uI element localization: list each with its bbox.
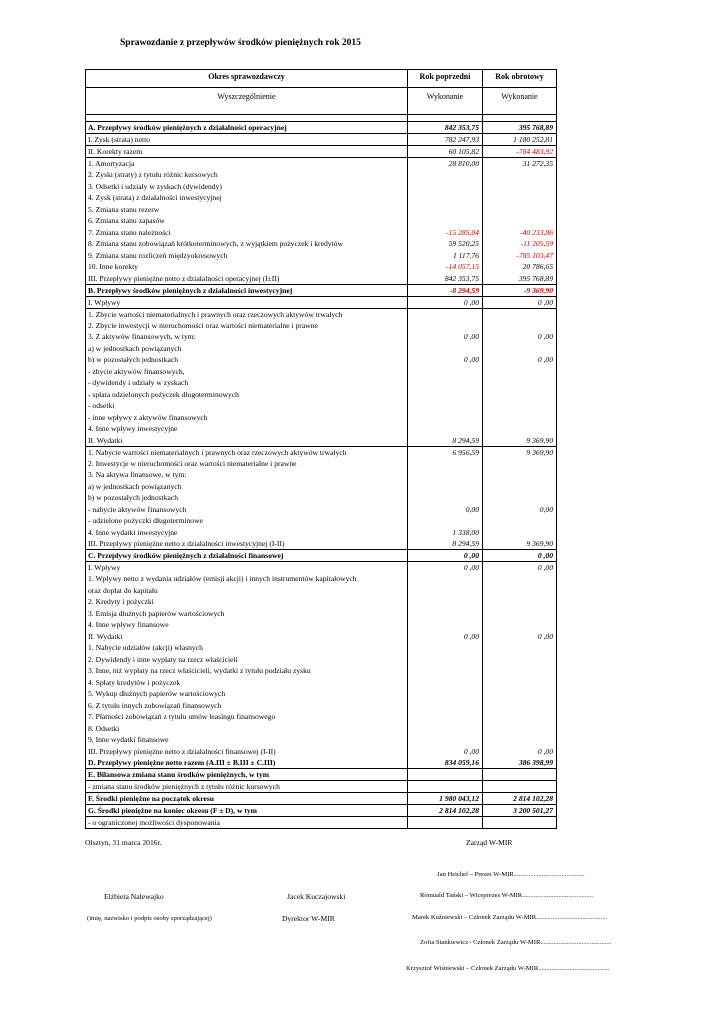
row-label: - nabycie aktywów finansowych <box>86 504 408 516</box>
prev-year-value: -15 285,04 <box>408 227 483 239</box>
row-label: 8. Zmiana stanu zobowiązań krótkoterminowych, z wyjątkiem pożyczek i kredytów <box>86 238 408 250</box>
row-label: b) w pozostałych jednostkach <box>86 354 408 366</box>
curr-year-value <box>483 389 557 401</box>
table-row <box>86 700 557 712</box>
prev-year-value <box>408 700 483 712</box>
row-label: 1. Nabycie wartości niematerialnych i prawnych oraz rzeczowych aktywów trwałych <box>86 446 408 458</box>
row-label: 2. Dywidendy i inne wypłaty na rzecz właścicieli <box>86 654 408 666</box>
table-row <box>86 377 557 389</box>
table-row <box>86 181 557 193</box>
row-label: I. Wpływy <box>86 562 408 574</box>
table-row <box>86 469 557 481</box>
prev-year-value: 59 520,25 <box>408 238 483 250</box>
table-row <box>86 158 557 170</box>
row-label: 3. Odsetki i udziały w zyskach (dywidendy) <box>86 181 408 193</box>
prev-year-value <box>408 169 483 181</box>
table-row <box>86 389 557 401</box>
table-row <box>86 423 557 435</box>
curr-year-value <box>483 169 557 181</box>
curr-year-value: 0 ,00 <box>483 354 557 366</box>
prev-year-value <box>408 688 483 700</box>
curr-year-value: -9 369,90 <box>483 284 557 296</box>
director-title: Dyrektor W-MIR <box>282 914 335 923</box>
table-row <box>86 769 557 781</box>
row-label: - zmiana stanu środków pieniężnych z tytułu różnic kursowych <box>86 781 408 793</box>
table-row <box>86 515 557 527</box>
spacer-row <box>86 115 557 122</box>
curr-year-value <box>483 734 557 746</box>
prev-year-value: 834 059,16 <box>408 757 483 769</box>
prev-year-value: 842 353,75 <box>408 122 483 134</box>
curr-year-value <box>483 204 557 216</box>
board-member-2: Romuald Tański – Wiceprezes W-MIR........................................... <box>420 892 594 899</box>
curr-year-value: 0 ,00 <box>483 331 557 343</box>
curr-year-value <box>483 320 557 332</box>
row-label: - udzielone pożyczki długoterminowe <box>86 515 408 527</box>
table-row <box>86 134 557 146</box>
spec-header: Wyszczególnienie <box>86 88 408 115</box>
table-row <box>86 273 557 285</box>
table-row <box>86 608 557 620</box>
curr-year-value: 31 272,35 <box>483 158 557 170</box>
table-row <box>86 677 557 689</box>
table-row <box>86 261 557 273</box>
table-row <box>86 573 557 585</box>
prev-year-value <box>408 412 483 424</box>
table-row <box>86 169 557 181</box>
prev-year-value <box>408 377 483 389</box>
prev-year-value <box>408 469 483 481</box>
prev-year-value: 1 980 043,12 <box>408 793 483 805</box>
curr-year-value: 1 180 252,81 <box>483 134 557 146</box>
prev-year-value <box>408 181 483 193</box>
curr-year-value <box>483 585 557 597</box>
table-row <box>86 192 557 204</box>
row-label: a) w jednostkach powiązanych <box>86 343 408 355</box>
row-label: II. Korekty razem <box>86 146 408 158</box>
row-label: 4. Inne wpływy inwestycyjne <box>86 423 408 435</box>
row-label: 4. Inne wydatki inwestycyjne <box>86 527 408 539</box>
preparer-name: Elżbieta Nalewajko <box>104 892 164 901</box>
curr-year-value: 20 786,65 <box>483 261 557 273</box>
row-label: 4. Zysk (strata) z działalności inwestycyjnej <box>86 192 408 204</box>
curr-year-value: 9 369,90 <box>483 446 557 458</box>
prev-year-value: 6 956,59 <box>408 446 483 458</box>
table-row <box>86 817 557 829</box>
row-label: D. Przepływy pieniężne netto razem (A.III ± B.III ± C.III) <box>86 757 408 769</box>
subheader-row <box>86 88 557 115</box>
prev-year-header: Rok poprzedni <box>408 70 483 88</box>
curr-year-value <box>483 458 557 470</box>
curr-year-value: 395 768,89 <box>483 273 557 285</box>
board-member-3: Marek Kuźniewski – Członek Zarządu W-MIR........................................... <box>412 914 608 921</box>
curr-year-value: 2 814 102,28 <box>483 793 557 805</box>
table-row <box>86 631 557 643</box>
prev-year-value <box>408 366 483 378</box>
prev-year-value <box>408 596 483 608</box>
curr-year-value: 0 ,00 <box>483 550 557 562</box>
row-label: 3. Inne, niż wypłaty na rzecz właścicieli, wydatki z tytułu podziału zysku <box>86 665 408 677</box>
table-row <box>86 585 557 597</box>
curr-year-value <box>483 469 557 481</box>
curr-year-value <box>483 377 557 389</box>
table-row <box>86 250 557 262</box>
row-label: 5. Wykup dłużnych papierów wartościowych <box>86 688 408 700</box>
period-header: Okres sprawozdawczy <box>86 70 408 88</box>
curr-year-value <box>483 412 557 424</box>
table-row <box>86 538 557 550</box>
prev-year-value: 8 294,59 <box>408 435 483 447</box>
curr-year-value: -40 233,86 <box>483 227 557 239</box>
row-label: 1. Amortyzacja <box>86 158 408 170</box>
prev-sub-header: Wykonanie <box>408 88 483 115</box>
row-label: 2. Zyski (straty) z tytułu różnic kursowych <box>86 169 408 181</box>
row-label: - o ograniczonej możliwości dysponowania <box>86 817 408 829</box>
board-label: Zarząd W-MIR <box>466 838 513 847</box>
table-row <box>86 711 557 723</box>
row-label: I. Zysk (strata) netto <box>86 134 408 146</box>
curr-year-value <box>483 700 557 712</box>
row-label: E. Bilansowa zmiana stanu środków pieniężnych, w tym <box>86 769 408 781</box>
row-label: 7. Zmiana stanu należności <box>86 227 408 239</box>
row-label: 2. Inwestycje w nieruchomości oraz wartości niematerialne i prawne <box>86 458 408 470</box>
row-label: a) w jednostkach powiązanych <box>86 481 408 493</box>
curr-year-value <box>483 366 557 378</box>
prev-year-value: 0 ,00 <box>408 631 483 643</box>
row-label: 4. Inne wpływy finansowe <box>86 619 408 631</box>
prev-year-value <box>408 204 483 216</box>
row-label: 3. Emisja dłużnych papierów wartościowych <box>86 608 408 620</box>
table-row <box>86 122 557 134</box>
curr-year-value <box>483 215 557 227</box>
row-label: C. Przepływy środków pieniężnych z działalności finansowej <box>86 550 408 562</box>
table-row <box>86 781 557 793</box>
table-row <box>86 596 557 608</box>
row-label: III. Przepływy pieniężne netto z działalności finansowej (I-II) <box>86 746 408 758</box>
prev-year-value <box>408 492 483 504</box>
row-label: 2. Kredyty i pożyczki <box>86 596 408 608</box>
table-row <box>86 492 557 504</box>
prev-year-value: 0 ,00 <box>408 550 483 562</box>
prev-year-value: 28 810,00 <box>408 158 483 170</box>
place-date: Olsztyn, 31 marca 2016r. <box>85 838 162 847</box>
curr-year-value <box>483 711 557 723</box>
table-row <box>86 435 557 447</box>
director-name: Jacek Kuczajowski <box>287 892 346 901</box>
table-row <box>86 331 557 343</box>
curr-year-value <box>483 665 557 677</box>
preparer-caption: (imię, nazwisko i podpis osoby sporządzającej) <box>87 915 212 922</box>
row-label: 9. Inne wydatki finansowe <box>86 734 408 746</box>
prev-year-value <box>408 585 483 597</box>
page-title: Sprawozdanie z przepływów środków pieniężnych rok 2015 <box>120 38 361 48</box>
row-label: 4. Spłaty kredytów i pożyczek <box>86 677 408 689</box>
table-row <box>86 619 557 631</box>
prev-year-value <box>408 320 483 332</box>
row-label: II. Wydatki <box>86 435 408 447</box>
row-label: 6. Z tytułu innych zobowiązań finansowych <box>86 700 408 712</box>
row-label: II. Wydatki <box>86 631 408 643</box>
curr-year-value: 0,00 <box>483 504 557 516</box>
curr-year-value <box>483 642 557 654</box>
curr-year-value: -785 103,47 <box>483 250 557 262</box>
prev-year-value <box>408 215 483 227</box>
curr-year-value <box>483 688 557 700</box>
prev-year-value <box>408 769 483 781</box>
curr-year-value: 9 369,90 <box>483 435 557 447</box>
table-row <box>86 446 557 458</box>
row-label: - odsetki <box>86 400 408 412</box>
table-row <box>86 504 557 516</box>
curr-year-value: 0 ,00 <box>483 562 557 574</box>
row-label: III. Przepływy pieniężne netto z działalności inwestycyjnej (I-II) <box>86 538 408 550</box>
row-label: b) w pozostałych jednostkach <box>86 492 408 504</box>
prev-year-value: 0 ,00 <box>408 354 483 366</box>
prev-year-value <box>408 817 483 829</box>
table-row <box>86 654 557 666</box>
curr-year-value <box>483 481 557 493</box>
prev-year-value <box>408 343 483 355</box>
prev-year-value: 0 ,00 <box>408 331 483 343</box>
cash-flow-table <box>85 69 557 829</box>
table-row <box>86 746 557 758</box>
curr-year-value <box>483 492 557 504</box>
row-label: oraz dopłat do kapitału <box>86 585 408 597</box>
table-row <box>86 366 557 378</box>
row-label: - dywidendy i udziały w zyskach <box>86 377 408 389</box>
table-row <box>86 296 557 308</box>
row-label: F. Środki pieniężne na początek okresu <box>86 793 408 805</box>
table-row <box>86 458 557 470</box>
row-label: 9. Zmiana stanu rozliczeń międzyokresowych <box>86 250 408 262</box>
prev-year-value: 8 294,59 <box>408 538 483 550</box>
table-row <box>86 562 557 574</box>
row-label: 5. Zmiana stanu rezerw <box>86 204 408 216</box>
curr-year-value: 0 ,00 <box>483 631 557 643</box>
prev-year-value <box>408 192 483 204</box>
table-row <box>86 481 557 493</box>
row-label: 2. Zbycie inwestycji w nieruchomości oraz wartości niematerialne i prawne <box>86 320 408 332</box>
row-label: I. Wpływy <box>86 296 408 308</box>
row-label: 7. Płatności zobowiązań z tytułu umów leasingu finansowego <box>86 711 408 723</box>
table-row <box>86 642 557 654</box>
row-label: 1. Wpływy netto z wydania udziałów (emisji akcji) i innych instrumentów kapitałowych <box>86 573 408 585</box>
row-label: 10. Inne korekty <box>86 261 408 273</box>
prev-year-value <box>408 654 483 666</box>
table-row <box>86 204 557 216</box>
curr-year-value: 0 ,00 <box>483 746 557 758</box>
curr-year-value: -784 483,92 <box>483 146 557 158</box>
curr-year-value <box>483 619 557 631</box>
row-label: - spłata udzielonych pożyczek długoterminowych <box>86 389 408 401</box>
prev-year-value: -14 057,15 <box>408 261 483 273</box>
curr-year-value <box>483 769 557 781</box>
table-row <box>86 146 557 158</box>
header-row <box>86 70 557 88</box>
curr-year-value <box>483 527 557 539</box>
curr-year-value <box>483 308 557 320</box>
curr-year-value: 0 ,00 <box>483 296 557 308</box>
prev-year-value <box>408 677 483 689</box>
table-row <box>86 793 557 805</box>
table-row <box>86 227 557 239</box>
curr-year-value <box>483 515 557 527</box>
prev-year-value: 0 ,00 <box>408 746 483 758</box>
curr-year-value <box>483 654 557 666</box>
table-row <box>86 550 557 562</box>
row-label: B. Przepływy środków pieniężnych z działalności inwestycyjnej <box>86 284 408 296</box>
prev-year-value <box>408 665 483 677</box>
table-row <box>86 215 557 227</box>
curr-year-value <box>483 723 557 735</box>
prev-year-value: 842 353,75 <box>408 273 483 285</box>
row-label: 1. Zbycie wartości niematerialnych i prawnych oraz rzeczowych aktywów trwałych <box>86 308 408 320</box>
curr-year-value <box>483 596 557 608</box>
prev-year-value: 0 ,00 <box>408 562 483 574</box>
prev-year-value <box>408 723 483 735</box>
table-row <box>86 723 557 735</box>
table-row <box>86 308 557 320</box>
prev-year-value: 2 814 102,28 <box>408 805 483 817</box>
table-row <box>86 734 557 746</box>
curr-year-value <box>483 677 557 689</box>
row-label: - zbycie aktywów finansowych, <box>86 366 408 378</box>
prev-year-value <box>408 711 483 723</box>
curr-year-value: -11 205,59 <box>483 238 557 250</box>
table-row <box>86 320 557 332</box>
board-member-4: Zofia Stankiewicz– Członek Zarządu W-MIR........................................... <box>420 939 612 946</box>
curr-year-value <box>483 423 557 435</box>
curr-year-value: 386 398,99 <box>483 757 557 769</box>
curr-year-value <box>483 343 557 355</box>
curr-year-value: 395 768,89 <box>483 122 557 134</box>
board-member-5: Krzysztof Wiśniewski – Członek Zarządu W-MIR........................................... <box>406 965 610 972</box>
row-label: 8. Odsetki <box>86 723 408 735</box>
prev-year-value <box>408 781 483 793</box>
prev-year-value <box>408 642 483 654</box>
row-label: III. Przepływy pieniężne netto z działalności operacyjnej (I±II) <box>86 273 408 285</box>
table-row <box>86 805 557 817</box>
table-row <box>86 665 557 677</box>
curr-year-value <box>483 781 557 793</box>
curr-year-header: Rok obrotowy <box>483 70 557 88</box>
table-row <box>86 400 557 412</box>
table-row <box>86 412 557 424</box>
row-label: G. Środki pieniężne na koniec okresu (F ± D), w tym <box>86 805 408 817</box>
curr-year-value <box>483 400 557 412</box>
prev-year-value <box>408 389 483 401</box>
table-row <box>86 688 557 700</box>
row-label: A. Przepływy środków pieniężnych z działalności operacyjnej <box>86 122 408 134</box>
row-label: - inne wpływy z aktywów finansowych <box>86 412 408 424</box>
table-row <box>86 343 557 355</box>
row-label: 1. Nabycie udziałów (akcji) własnych <box>86 642 408 654</box>
prev-year-value <box>408 423 483 435</box>
row-label: 6. Zmiana stanu zapasów <box>86 215 408 227</box>
curr-year-value <box>483 192 557 204</box>
prev-year-value: 782 247,93 <box>408 134 483 146</box>
curr-year-value <box>483 817 557 829</box>
prev-year-value <box>408 573 483 585</box>
prev-year-value: 0 ,00 <box>408 296 483 308</box>
table-row <box>86 284 557 296</box>
curr-year-value <box>483 573 557 585</box>
prev-year-value: 1 338,00 <box>408 527 483 539</box>
prev-year-value: 0,00 <box>408 504 483 516</box>
prev-year-value <box>408 734 483 746</box>
curr-year-value <box>483 608 557 620</box>
prev-year-value <box>408 458 483 470</box>
curr-year-value: 3 200 501,27 <box>483 805 557 817</box>
prev-year-value: 60 105,82 <box>408 146 483 158</box>
curr-year-value <box>483 181 557 193</box>
table-row <box>86 354 557 366</box>
row-label: 3. Na aktywa finansowe, w tym: <box>86 469 408 481</box>
prev-year-value <box>408 308 483 320</box>
board-member-1: Jan Heichel – Prezes W-MIR........................................... <box>437 871 585 878</box>
prev-year-value: -8 294,59 <box>408 284 483 296</box>
prev-year-value <box>408 619 483 631</box>
prev-year-value <box>408 608 483 620</box>
prev-year-value: 1 117,76 <box>408 250 483 262</box>
prev-year-value <box>408 481 483 493</box>
curr-sub-header: Wykonanie <box>483 88 557 115</box>
table-row <box>86 757 557 769</box>
row-label: 3. Z aktywów finansowych, w tym: <box>86 331 408 343</box>
curr-year-value: 9 369,90 <box>483 538 557 550</box>
prev-year-value <box>408 515 483 527</box>
prev-year-value <box>408 400 483 412</box>
table-row <box>86 527 557 539</box>
table-row <box>86 238 557 250</box>
